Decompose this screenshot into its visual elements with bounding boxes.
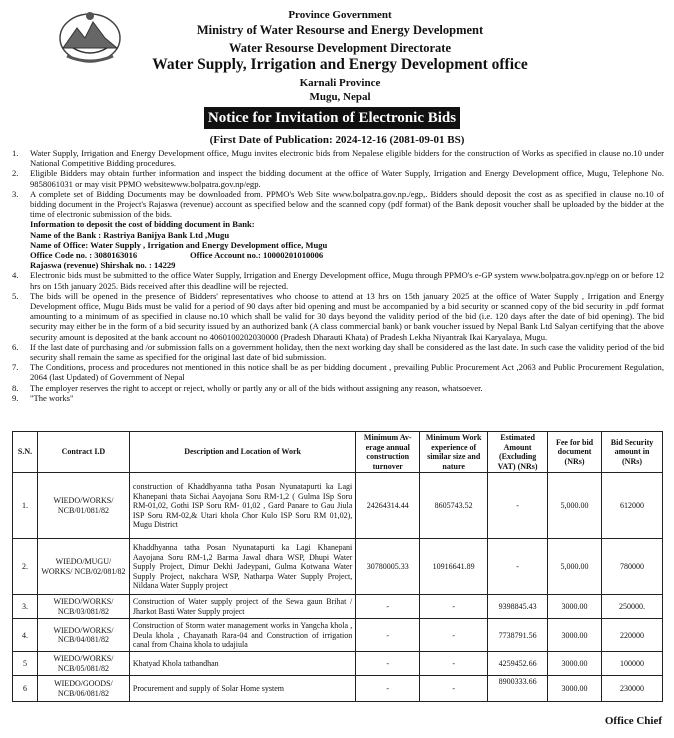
header-security: Bid Security amount in (NRs) bbox=[602, 432, 663, 473]
clause-8 bbox=[12, 383, 664, 393]
row-contract-id: WIEDO/WORKS/ NCB/05/081/82 bbox=[37, 652, 129, 676]
clause-number: 6. bbox=[12, 341, 19, 352]
row-description: Procurement and supply of Solar Home system bbox=[129, 676, 355, 702]
clause-7 bbox=[12, 362, 664, 382]
ministry-heading: Ministry of Water Resourse and Energy Development bbox=[196, 23, 484, 37]
bank-name: Name of the Bank : Rastriya Banijya Bank Ltd ,Mugu bbox=[30, 229, 230, 240]
row-sn: 5 bbox=[13, 652, 38, 676]
clause-number: 5. bbox=[12, 290, 19, 301]
row-experience: - bbox=[420, 595, 488, 619]
office-chief-signature: Office Chief bbox=[604, 715, 662, 727]
row-turnover: - bbox=[356, 652, 420, 676]
row-contract-id: WIEDO/WORKS/ NCB/04/081/82 bbox=[37, 619, 129, 652]
row-estimated: - bbox=[488, 473, 548, 539]
row-description: Khaddhyanna tatha Posan Nyunatapurti ka Lagi Khanepani Aayojana Soru RM-1,2 Barma Jawal dhara WSP, Dhupi Water Supply Project, Dimur Dekhi Jadeypani, Gulma Kotwana Water Supply Project, nakchara WSP, Natharpa Water Supply Project, Nildana Water Supply project bbox=[129, 539, 355, 595]
row-turnover: - bbox=[356, 676, 420, 702]
row-security: 100000 bbox=[602, 652, 663, 676]
office-account-number: Office Account no.: 10000201010006 bbox=[190, 250, 324, 261]
notice-title-banner: Notice for Invitation of Electronic Bids bbox=[204, 107, 460, 129]
office-code: Office Code no. : 3080163016 bbox=[30, 250, 138, 261]
row-security: 780000 bbox=[602, 539, 663, 595]
table-row bbox=[13, 595, 663, 619]
clause-number: 9. bbox=[12, 392, 19, 403]
office-name: Name of Office: Water Supply , Irrigation and Energy Development office, Mugu bbox=[30, 239, 328, 250]
row-estimated: 7738791.56 bbox=[488, 619, 548, 652]
row-security: 220000 bbox=[602, 619, 663, 652]
row-contract-id: WIEDO/WORKS/ NCB/03/081/82 bbox=[37, 595, 129, 619]
row-description: construction of Khaddhyanna tatha Posan Nyunatapurti ka Lagi Khanepani thata Sichai Aayojana Soru RM-1,2 ( Gulma ISp Soru RM-01,02, Gothi ISP Soru RM- 01,02 , Gard Panare to Gau Jiula ISP Soru RM-02,& Utari khola Chor Kulo ISP Soru RM 01,02), Mugu District bbox=[129, 473, 355, 539]
row-sn: 1. bbox=[13, 473, 38, 539]
header-fee: Fee for bid document (NRs) bbox=[548, 432, 602, 473]
clause-text: A complete set of Bidding Documents may be downloaded from. PPMO's Web Site www.bolpatra.gov.np./egp,. Bidders should deposit the cost as as specified in clause no.10 of bidding document in the Project's Rajaswa (revenue) account as specified below and the scanned copy (pdf format) of the Bank deposit voucher shall be uploaded by the bidder at the time of electronic submission of the bids. bbox=[30, 188, 664, 220]
clause-number: 7. bbox=[12, 362, 19, 373]
row-experience: - bbox=[420, 652, 488, 676]
row-turnover: - bbox=[356, 619, 420, 652]
row-turnover: 30780005.33 bbox=[356, 539, 420, 595]
office-heading: Water Supply, Irrigation and Energy Development office bbox=[152, 56, 528, 73]
row-security: 250000. bbox=[602, 595, 663, 619]
clause-1 bbox=[12, 148, 664, 168]
row-turnover: 24264314.44 bbox=[356, 473, 420, 539]
nepal-emblem-icon bbox=[55, 8, 125, 66]
province-name: Karnali Province bbox=[299, 77, 381, 89]
clause-number: 1. bbox=[12, 148, 19, 158]
header-turnover: Minimum Av-erage annual construction turnover bbox=[356, 432, 420, 473]
clause-5 bbox=[12, 291, 664, 342]
table-row bbox=[13, 652, 663, 676]
header-estimated: Estimated Amount (Excluding VAT) (NRs) bbox=[488, 432, 548, 473]
row-fee: 3000.00 bbox=[548, 676, 602, 702]
row-sn: 3. bbox=[13, 595, 38, 619]
row-experience: 10916641.89 bbox=[420, 539, 488, 595]
row-estimated: - bbox=[488, 539, 548, 595]
row-estimated: 8900333.66 bbox=[488, 676, 548, 702]
office-code-row bbox=[12, 250, 664, 260]
row-contract-id: WIEDO/GOODS/ NCB/06/081/82 bbox=[37, 676, 129, 702]
office-location: Mugu, Nepal bbox=[309, 91, 371, 103]
deposit-info-heading: Information to deposit the cost of bidding document in Bank: bbox=[30, 219, 255, 230]
clause-number: 2. bbox=[12, 168, 19, 179]
row-sn: 2. bbox=[13, 539, 38, 595]
clause-text: "The works" bbox=[30, 392, 74, 403]
row-description: Construction of Water supply project of the Sewa gaun Brihat / Jharkot Basti Water Supply project bbox=[129, 595, 355, 619]
row-fee: 3000.00 bbox=[548, 652, 602, 676]
clause-9 bbox=[12, 393, 664, 403]
clause-text: The Conditions, process and procedures not mentioned in this notice shall be as per bidding document , prevailing Public Procurement Act ,2063 and Public Procurement Regulation, 2064 (last Updated) of Government of Nepal bbox=[30, 362, 664, 383]
table-header-row bbox=[13, 432, 663, 473]
province-government-heading: Province Government bbox=[288, 9, 392, 21]
table-row bbox=[13, 619, 663, 652]
directorate-heading: Water Resourse Development Directorate bbox=[228, 41, 452, 55]
header-description: Description and Location of Work bbox=[129, 432, 355, 473]
row-turnover: - bbox=[356, 595, 420, 619]
row-fee: 3000.00 bbox=[548, 595, 602, 619]
clause-number: 4. bbox=[12, 270, 19, 281]
publication-date: (First Date of Publication: 2024-12-16 (2081-09-01 BS) bbox=[209, 134, 465, 146]
row-fee: 3000.00 bbox=[548, 619, 602, 652]
clause-3 bbox=[12, 189, 664, 220]
table-row bbox=[13, 539, 663, 595]
rajaswa-number: Rajaswa (revenue) Shirshak no. : 14229 bbox=[30, 260, 176, 271]
row-contract-id: WIEDO/WORKS/ NCB/01/081/82 bbox=[37, 473, 129, 539]
row-security: 230000 bbox=[602, 676, 663, 702]
clause-number: 8. bbox=[12, 382, 19, 393]
header-contract-id: Contract I.D bbox=[37, 432, 129, 473]
table-row bbox=[13, 473, 663, 539]
clause-text: Electronic bids must be submitted to the office Water Supply, Irrigation and Energy Development office, Mugu through PPMO's e-GP system www.bolpatra.gov.np/egp on or before 12 hrs on 15th january 2025. Bids received after this deadline will be rejected. bbox=[30, 270, 664, 291]
clause-6 bbox=[12, 342, 664, 362]
clause-4 bbox=[12, 270, 664, 290]
clause-2 bbox=[12, 168, 664, 188]
header-sn: S.N. bbox=[13, 432, 38, 473]
row-sn: 4. bbox=[13, 619, 38, 652]
row-experience: 8605743.52 bbox=[420, 473, 488, 539]
clause-text: Water Supply, Irrigation and Energy Development office, Mugu invites electronic bids from Nepalese eligible bidders for the construction of Works as specified in clause no.10 under National Competitive Bidding procedures. bbox=[30, 148, 664, 169]
row-experience: - bbox=[420, 676, 488, 702]
row-contract-id: WIEDO/MUGU/ WORKS/ NCB/02/081/82 bbox=[37, 539, 129, 595]
clause-text: Eligible Bidders may obtain further information and inspect the bidding document at the office of Water Supply, Irrigation and Energy Development office, Mugu, Telephone No. 9858061031 or may visit PPMO websitewww.bolpatra.gov.np/egp. bbox=[30, 168, 664, 189]
row-sn: 6 bbox=[13, 676, 38, 702]
clause-text: If the last date of purchasing and /or submission falls on a government holiday, then the next working day shall be considered as the last date. In such case the validity period of the bid security shall remain the same as specified for the original last date of bid submission. bbox=[30, 341, 664, 363]
clause-number: 3. bbox=[12, 188, 19, 199]
row-fee: 5,000.00 bbox=[548, 539, 602, 595]
row-estimated: 9398845.43 bbox=[488, 595, 548, 619]
row-experience: - bbox=[420, 619, 488, 652]
table-row bbox=[13, 676, 663, 702]
works-table bbox=[12, 431, 663, 702]
clause-text: The employer reserves the right to accept or reject, wholly or partly any or all of the bids without assigning any reason, whatsoever. bbox=[30, 382, 483, 393]
row-description: Khatyad Khola tatbandhan bbox=[129, 652, 355, 676]
notice-clauses bbox=[12, 148, 664, 403]
row-estimated: 4259452.66 bbox=[488, 652, 548, 676]
clause-text: The bids will be opened in the presence of Bidders' representatives who choose to attend at 13 hrs on 15th january 2025 at the office of Water Supply , Irrigation and Energy Development office, Mugu Bids must be valid for a period of 90 days after bid opening and must be accompanied by a bid security or scanned copy of the bid security in .pdf format amounting to a minimum of as specified in clause no.10 which shall be valid for 30 days beyond the validity period of the bid (i.e. 120 days after the date of bid opening). The bid security may either be in the form of a bid security issued by an authorized bank (A class commercial bank) or bank voucher issued by Nepal Bank Ltd Salyan certifying that the above security amount is deposited at the bank account no 4060100202030000 (Pradesh Dharauti Khata) of Pradesh Lekha Niyantrak Ikai Karyalaya, Mugu. bbox=[30, 290, 664, 342]
row-fee: 5,000.00 bbox=[548, 473, 602, 539]
row-security: 612000 bbox=[602, 473, 663, 539]
header-experience: Minimum Work experience of similar size and nature bbox=[420, 432, 488, 473]
row-description: Construction of Storm water management works in Yangcha khola , Deula khola , Chayanath Rara-04 and Construction of irrigation canal from Chaina khola to udajiula bbox=[129, 619, 355, 652]
